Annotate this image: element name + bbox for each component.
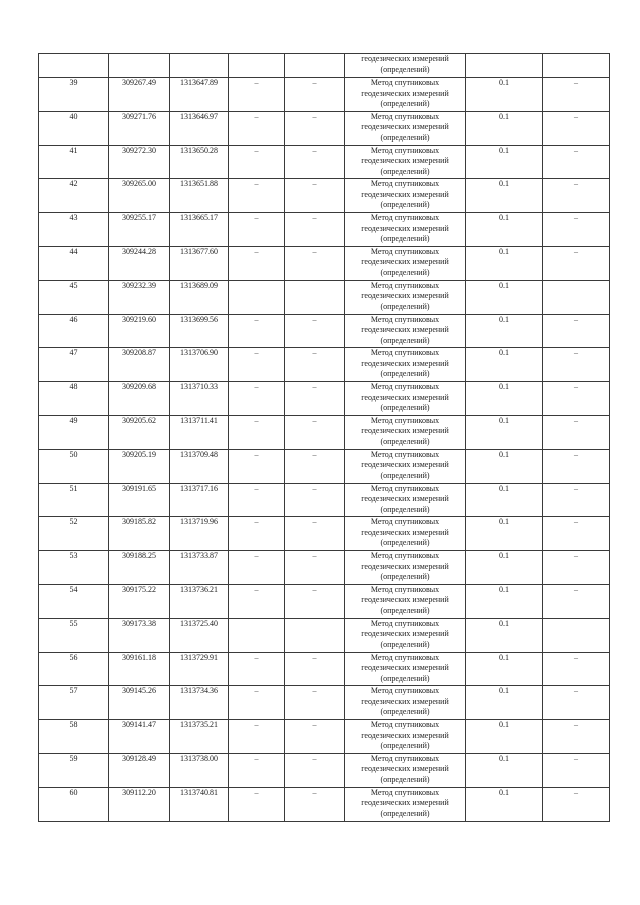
method-line-3: (определений) [380,99,430,108]
table-row [39,618,610,652]
cell-y: 1313650.28 [170,145,229,179]
cell-number: 42 [39,179,109,213]
cell-dash [229,280,285,314]
method-line-3: (определений) [380,64,430,74]
method-line-3: (определений) [380,369,430,379]
cell-number: 54 [39,584,109,618]
cell-number: 44 [39,246,109,280]
method-line-1: Метод спутниковых [370,517,440,527]
cell-dash: – [543,753,610,787]
method-line-1: Метод спутниковых [370,551,440,561]
cell-dash: – [285,145,345,179]
cell-empty [229,54,285,78]
cell-precision: 0.1 [466,551,543,585]
method-line-1: Метод спутниковых [370,314,440,324]
method-line-2: геодезических измерений [361,325,449,335]
cell-x: 309272.30 [109,145,170,179]
table-row [39,551,610,585]
method-line-1: Метод спутниковых [370,787,440,797]
table-row [39,720,610,754]
cell-number: 58 [39,720,109,754]
cell-dash: – [285,213,345,247]
cell-method [345,551,466,585]
cell-dash: – [229,415,285,449]
cell-x: 309267.49 [109,78,170,112]
method-line-2: геодезических измерений [361,764,449,774]
method-line-1: Метод спутниковых [370,145,440,155]
method-line-2: геодезических измерений [361,189,449,199]
method-line-2: геодезических измерений [361,494,449,504]
cell-y: 1313725.40 [170,618,229,652]
cell-precision: 0.1 [466,449,543,483]
cell-y: 1313719.96 [170,517,229,551]
cell-method [345,618,466,652]
method-line-3: (определений) [380,166,430,176]
cell-method [345,314,466,348]
cell-dash [285,618,345,652]
cell-precision: 0.1 [466,246,543,280]
cell-x: 309209.68 [109,382,170,416]
method-line-3: (определений) [380,774,430,784]
cell-precision: 0.1 [466,280,543,314]
method-line-1: Метод спутниковых [370,280,440,290]
cell-x: 309205.19 [109,449,170,483]
cell-dash: – [285,551,345,585]
table-row-continuation [39,54,610,78]
cell-dash: – [543,314,610,348]
table-row [39,584,610,618]
cell-dash: – [229,551,285,585]
cell-dash [543,618,610,652]
cell-precision: 0.1 [466,618,543,652]
cell-x: 309173.38 [109,618,170,652]
cell-precision: 0.1 [466,111,543,145]
method-line-1: Метод спутниковых [370,179,440,189]
method-line-2: геодезических измерений [361,595,449,605]
cell-dash: – [285,415,345,449]
cell-precision: 0.1 [466,753,543,787]
cell-dash: – [543,382,610,416]
cell-method [345,111,466,145]
cell-y: 1313706.90 [170,348,229,382]
cell-method [345,720,466,754]
cell-method [345,78,466,112]
method-line-2: геодезических измерений [361,156,449,166]
cell-dash: – [543,348,610,382]
cell-empty [543,54,610,78]
cell-y: 1313646.97 [170,111,229,145]
cell-method [345,652,466,686]
cell-dash: – [229,145,285,179]
cell-y: 1313736.21 [170,584,229,618]
cell-dash: – [285,382,345,416]
cell-dash: – [229,652,285,686]
cell-dash: – [285,787,345,821]
cell-y: 1313711.41 [170,415,229,449]
table-row [39,348,610,382]
cell-precision: 0.1 [466,787,543,821]
method-line-1: Метод спутниковых [370,652,440,662]
cell-empty [285,54,345,78]
method-line-2: геодезических измерений [361,730,449,740]
cell-y: 1313709.48 [170,449,229,483]
method-line-1: Метод спутниковых [370,213,440,223]
cell-dash: – [285,483,345,517]
cell-x: 309141.47 [109,720,170,754]
cell-number: 56 [39,652,109,686]
method-line-3: (определений) [380,132,430,142]
cell-dash: – [285,753,345,787]
cell-number: 39 [39,78,109,112]
method-line-2: геодезических измерений [361,88,449,98]
cell-x: 309145.26 [109,686,170,720]
method-line-3: (определений) [380,335,430,345]
cell-x: 309112.20 [109,787,170,821]
cell-dash: – [543,652,610,686]
cell-dash: – [543,78,610,112]
cell-dash: – [285,179,345,213]
method-line-3: (определений) [380,200,430,210]
method-line-2: геодезических измерений [361,223,449,233]
cell-precision: 0.1 [466,179,543,213]
cell-method [345,584,466,618]
method-line-2: геодезических измерений [361,696,449,706]
cell-method [345,179,466,213]
method-line-1: Метод спутниковых [370,483,440,493]
table-row [39,314,610,348]
method-line-2: геодезических измерений [361,291,449,301]
method-line-3: (определений) [380,572,430,582]
table-row [39,111,610,145]
cell-x: 309185.82 [109,517,170,551]
cell-number: 46 [39,314,109,348]
table-row [39,449,610,483]
cell-y [170,54,229,78]
cell-y: 1313733.87 [170,551,229,585]
cell-x: 309161.18 [109,652,170,686]
cell-method [345,246,466,280]
cell-dash: – [543,246,610,280]
cell-dash: – [229,753,285,787]
method-line-3: (определений) [380,673,430,683]
cell-y: 1313740.81 [170,787,229,821]
cell-y: 1313647.89 [170,78,229,112]
cell-y: 1313734.36 [170,686,229,720]
cell-number: 52 [39,517,109,551]
cell-x: 309255.17 [109,213,170,247]
method-line-1: Метод спутниковых [370,720,440,730]
method-line-2: геодезических измерений [361,358,449,368]
method-line-3: (определений) [380,470,430,480]
method-line-2: геодезических измерений [361,392,449,402]
cell-precision: 0.1 [466,78,543,112]
cell-precision: 0.1 [466,145,543,179]
cell-dash: – [285,720,345,754]
cell-method [345,213,466,247]
method-line-2: геодезических измерений [361,629,449,639]
cell-precision: 0.1 [466,382,543,416]
cell-dash [229,618,285,652]
method-line-3: (определений) [380,808,430,818]
cell-dash: – [543,483,610,517]
table-body [39,54,610,822]
cell-dash [543,280,610,314]
cell-dash: – [543,787,610,821]
table-row [39,415,610,449]
cell-number: 41 [39,145,109,179]
method-line-3: (определений) [380,639,430,649]
cell-number: 47 [39,348,109,382]
cell-method [345,280,466,314]
table-row [39,517,610,551]
cell-precision: 0.1 [466,584,543,618]
cell-dash: – [229,686,285,720]
cell-dash: – [229,78,285,112]
method-line-1: Метод спутниковых [370,686,440,696]
cell-dash: – [229,213,285,247]
cell-dash: – [543,517,610,551]
coordinates-table [38,53,610,822]
cell-number: 45 [39,280,109,314]
table-row [39,246,610,280]
cell-dash: – [229,483,285,517]
cell-dash [285,280,345,314]
cell-dash: – [543,686,610,720]
cell-precision: 0.1 [466,517,543,551]
cell-number: 57 [39,686,109,720]
cell-number: 40 [39,111,109,145]
cell-dash: – [229,246,285,280]
cell-x: 309232.39 [109,280,170,314]
method-line-3: (определений) [380,538,430,548]
method-line-2: геодезических измерений [361,426,449,436]
table-row [39,179,610,213]
method-line-3: (определений) [380,234,430,244]
table-row [39,213,610,247]
cell-dash: – [229,787,285,821]
method-line-1: Метод спутниковых [370,753,440,763]
cell-dash: – [543,145,610,179]
cell-number [39,54,109,78]
cell-dash: – [229,382,285,416]
cell-method [345,517,466,551]
cell-y: 1313677.60 [170,246,229,280]
cell-dash: – [543,111,610,145]
method-line-1: Метод спутниковых [370,415,440,425]
cell-method [345,348,466,382]
cell-number: 50 [39,449,109,483]
cell-dash: – [285,517,345,551]
cell-precision: 0.1 [466,720,543,754]
cell-dash: – [285,78,345,112]
cell-method [345,415,466,449]
cell-x: 309219.60 [109,314,170,348]
method-line-1: Метод спутниковых [370,111,440,121]
table-row [39,483,610,517]
method-line-3: (определений) [380,267,430,277]
cell-dash: – [543,415,610,449]
cell-dash: – [285,111,345,145]
cell-x: 309175.22 [109,584,170,618]
cell-dash: – [285,348,345,382]
method-line-3: (определений) [380,504,430,514]
cell-dash: – [229,348,285,382]
table-row [39,145,610,179]
cell-x: 309265.00 [109,179,170,213]
table-row [39,78,610,112]
cell-number: 51 [39,483,109,517]
cell-y: 1313735.21 [170,720,229,754]
cell-y: 1313665.17 [170,213,229,247]
cell-x: 309205.62 [109,415,170,449]
cell-dash: – [285,314,345,348]
cell-precision: 0.1 [466,483,543,517]
cell-number: 48 [39,382,109,416]
cell-precision: 0.1 [466,314,543,348]
cell-dash: – [285,246,345,280]
cell-y: 1313689.09 [170,280,229,314]
cell-dash: – [285,584,345,618]
method-line-1: Метод спутниковых [370,449,440,459]
cell-method [345,145,466,179]
cell-dash: – [543,584,610,618]
cell-dash: – [543,449,610,483]
cell-precision: 0.1 [466,213,543,247]
cell-x [109,54,170,78]
method-line-3: (определений) [380,707,430,717]
method-line-3: (определений) [380,741,430,751]
cell-dash: – [229,517,285,551]
cell-y: 1313717.16 [170,483,229,517]
cell-precision: 0.1 [466,686,543,720]
cell-dash: – [229,111,285,145]
table-row [39,280,610,314]
method-line-3: (определений) [380,436,430,446]
method-line-2: геодезических измерений [361,122,449,132]
cell-precision [466,54,543,78]
cell-dash: – [543,213,610,247]
cell-precision: 0.1 [466,348,543,382]
cell-y: 1313710.33 [170,382,229,416]
cell-dash: – [285,652,345,686]
cell-dash: – [229,584,285,618]
cell-method [345,449,466,483]
cell-x: 309244.28 [109,246,170,280]
cell-method [345,54,466,78]
method-line-1: Метод спутниковых [370,348,440,358]
cell-dash: – [285,686,345,720]
cell-y: 1313651.88 [170,179,229,213]
cell-x: 309188.25 [109,551,170,585]
cell-number: 60 [39,787,109,821]
cell-dash: – [229,314,285,348]
table-row [39,753,610,787]
method-line-3: (определений) [380,605,430,615]
table-row [39,686,610,720]
method-line-2: геодезических измерений [361,257,449,267]
cell-method [345,686,466,720]
cell-x: 309208.87 [109,348,170,382]
cell-number: 49 [39,415,109,449]
method-line-3: (определений) [380,301,430,311]
cell-method [345,753,466,787]
method-line-2: геодезических измерений [361,663,449,673]
table-row [39,787,610,821]
cell-dash: – [229,449,285,483]
cell-number: 53 [39,551,109,585]
method-line-1: Метод спутниковых [370,78,440,87]
method-line-1: Метод спутниковых [370,584,440,594]
cell-dash: – [229,179,285,213]
method-line-2: геодезических измерений [361,527,449,537]
cell-method [345,483,466,517]
cell-y: 1313738.00 [170,753,229,787]
cell-method [345,382,466,416]
method-line-3: (определений) [380,403,430,413]
cell-x: 309271.76 [109,111,170,145]
cell-dash: – [543,179,610,213]
table-row [39,382,610,416]
method-line-1: Метод спутниковых [370,382,440,392]
cell-dash: – [229,720,285,754]
cell-precision: 0.1 [466,652,543,686]
cell-dash: – [543,551,610,585]
cell-method [345,787,466,821]
cell-number: 43 [39,213,109,247]
cell-number: 55 [39,618,109,652]
cell-dash: – [285,449,345,483]
cell-dash: – [543,720,610,754]
cell-x: 309128.49 [109,753,170,787]
method-line-1: Метод спутниковых [370,246,440,256]
method-line-2: геодезических измерений [361,798,449,808]
table-row [39,652,610,686]
cell-y: 1313699.56 [170,314,229,348]
cell-number: 59 [39,753,109,787]
cell-precision: 0.1 [466,415,543,449]
method-line-2: геодезических измерений [361,561,449,571]
cell-y: 1313729.91 [170,652,229,686]
cell-x: 309191.65 [109,483,170,517]
method-line-1: Метод спутниковых [370,618,440,628]
method-line-2: геодезических измерений [361,460,449,470]
method-line-2: геодезических измерений [361,54,449,63]
